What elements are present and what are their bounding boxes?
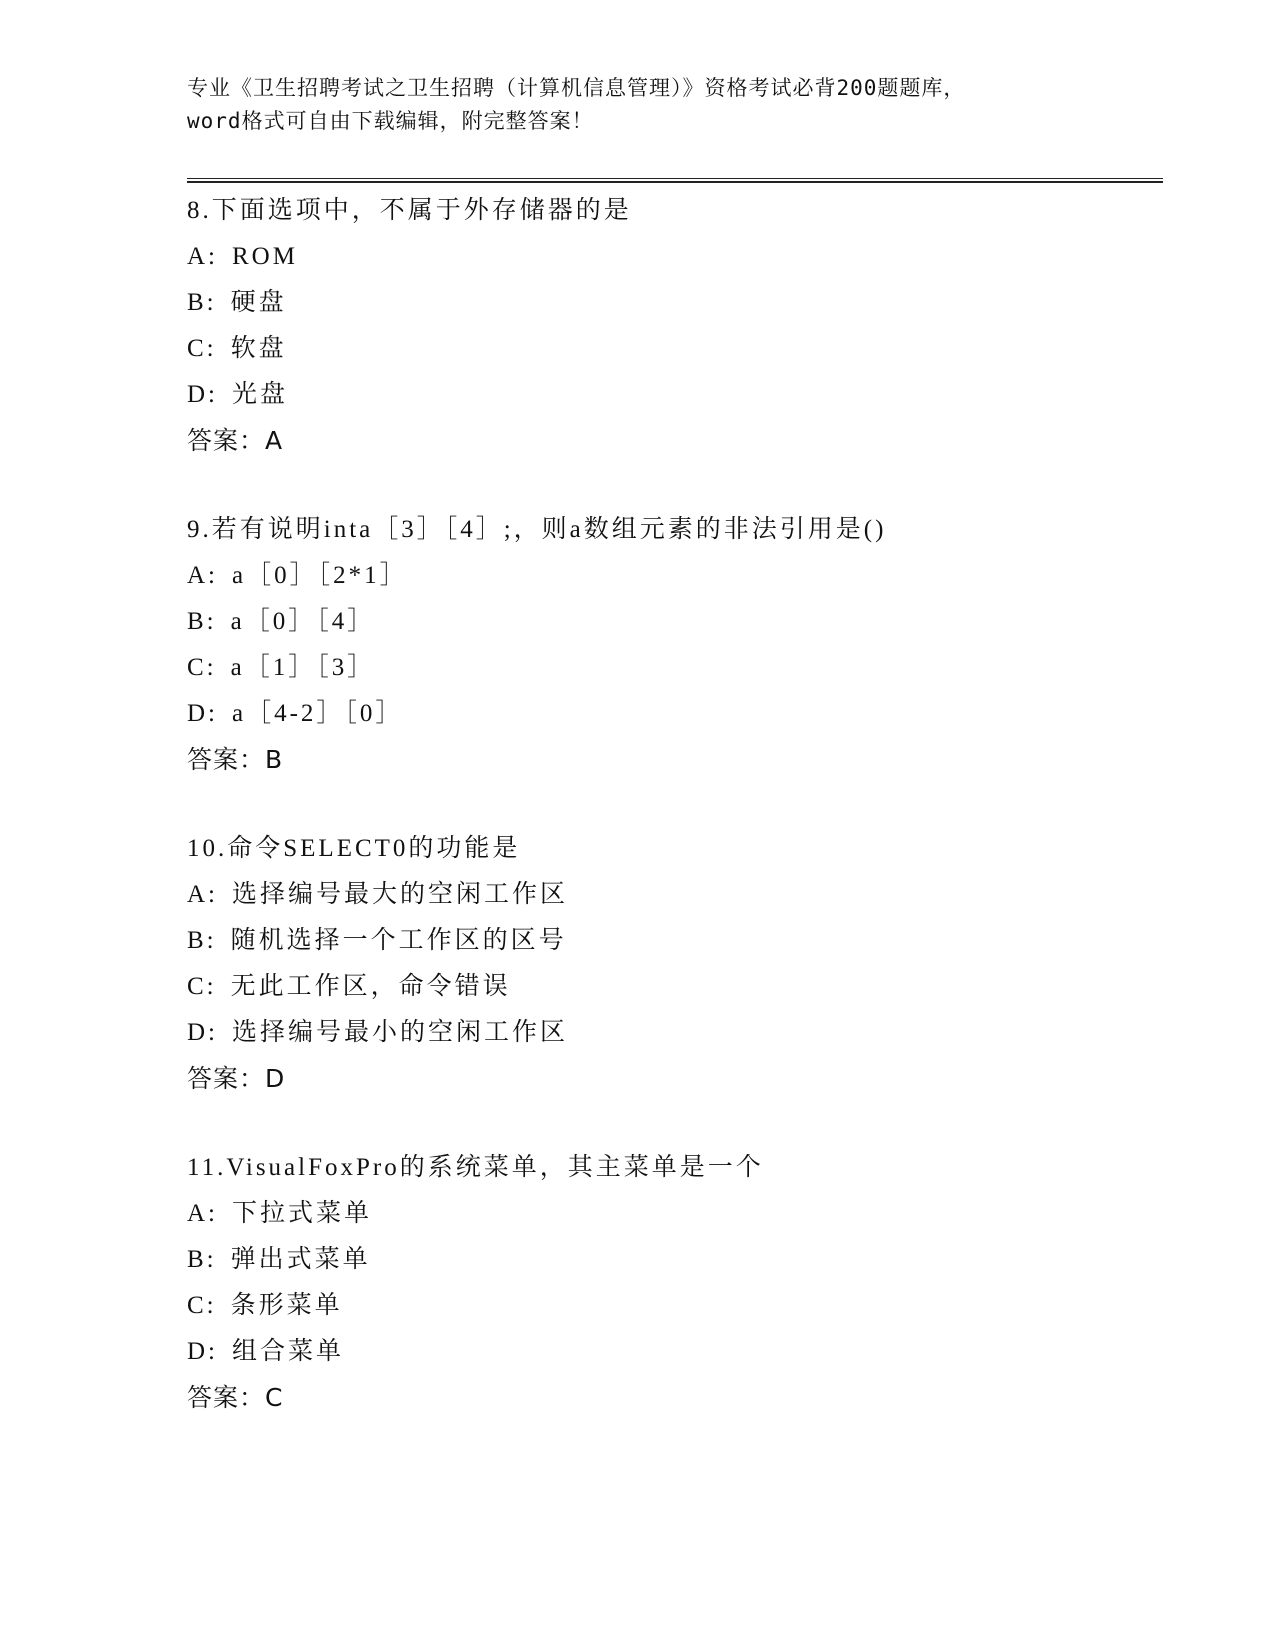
question-stem: 8.下面选项中，不属于外存储器的是 — [187, 197, 632, 224]
answer-line: 答案：D — [187, 1064, 286, 1093]
option-d — [187, 691, 1163, 737]
option-text: 选择编号最大的空闲工作区 — [232, 881, 569, 908]
question-9 — [187, 507, 1163, 783]
option-a — [187, 234, 1163, 280]
option-a — [187, 1191, 1163, 1237]
option-letter: C: — [187, 335, 217, 362]
option-d — [187, 1010, 1163, 1056]
option-text: 软盘 — [230, 335, 287, 362]
option-text: ROM — [232, 243, 298, 270]
option-text: a［4-2］［0］ — [232, 700, 404, 727]
option-letter: C: — [187, 654, 217, 681]
option-b — [187, 918, 1163, 964]
question-11 — [187, 1145, 1163, 1421]
header-line-2: word格式可自由下载编辑，附完整答案！ — [187, 109, 594, 133]
document-header — [187, 72, 1087, 138]
option-c — [187, 1283, 1163, 1329]
header-line-1: 专业《卫生招聘考试之卫生招聘（计算机信息管理）》资格考试必背200题题库， — [187, 76, 966, 100]
option-text: 无此工作区，命令错误 — [230, 973, 511, 1000]
option-text: 随机选择一个工作区的区号 — [230, 927, 567, 954]
option-letter: A: — [187, 562, 218, 589]
option-letter: A: — [187, 243, 218, 270]
question-stem: 10.命令SELECT0的功能是 — [187, 835, 521, 862]
option-text: 光盘 — [232, 381, 289, 408]
option-letter: D: — [187, 381, 218, 408]
option-d — [187, 372, 1163, 418]
option-text: 组合菜单 — [232, 1338, 345, 1365]
option-c — [187, 964, 1163, 1010]
option-text: 弹出式菜单 — [230, 1246, 371, 1273]
option-d — [187, 1329, 1163, 1375]
question-10 — [187, 826, 1163, 1102]
option-letter: D: — [187, 1338, 218, 1365]
answer-line: 答案：B — [187, 745, 284, 774]
option-text: a［0］［4］ — [230, 608, 376, 635]
answer-line: 答案：C — [187, 1383, 284, 1412]
option-letter: B: — [187, 1246, 217, 1273]
option-text: 硬盘 — [230, 289, 287, 316]
question-list — [187, 188, 1163, 1464]
option-a — [187, 553, 1163, 599]
header-divider — [187, 178, 1163, 183]
question-stem: 9.若有说明inta［3］［4］;，则a数组元素的非法引用是() — [187, 516, 887, 543]
option-letter: B: — [187, 927, 217, 954]
option-text: 条形菜单 — [230, 1292, 343, 1319]
option-letter: A: — [187, 881, 218, 908]
option-c — [187, 326, 1163, 372]
option-text: a［1］［3］ — [230, 654, 376, 681]
option-letter: B: — [187, 608, 217, 635]
option-a — [187, 872, 1163, 918]
answer-line: 答案：A — [187, 426, 284, 455]
option-text: 选择编号最小的空闲工作区 — [232, 1019, 569, 1046]
option-text: 下拉式菜单 — [232, 1200, 373, 1227]
option-letter: C: — [187, 1292, 217, 1319]
option-b — [187, 280, 1163, 326]
question-stem: 11.VisualFoxPro的系统菜单，其主菜单是一个 — [187, 1154, 764, 1181]
option-letter: D: — [187, 700, 218, 727]
option-text: a［0］［2*1］ — [232, 562, 408, 589]
option-letter: B: — [187, 289, 217, 316]
option-c — [187, 645, 1163, 691]
option-b — [187, 599, 1163, 645]
question-8 — [187, 188, 1163, 464]
option-letter: D: — [187, 1019, 218, 1046]
option-letter: A: — [187, 1200, 218, 1227]
option-b — [187, 1237, 1163, 1283]
option-letter: C: — [187, 973, 217, 1000]
